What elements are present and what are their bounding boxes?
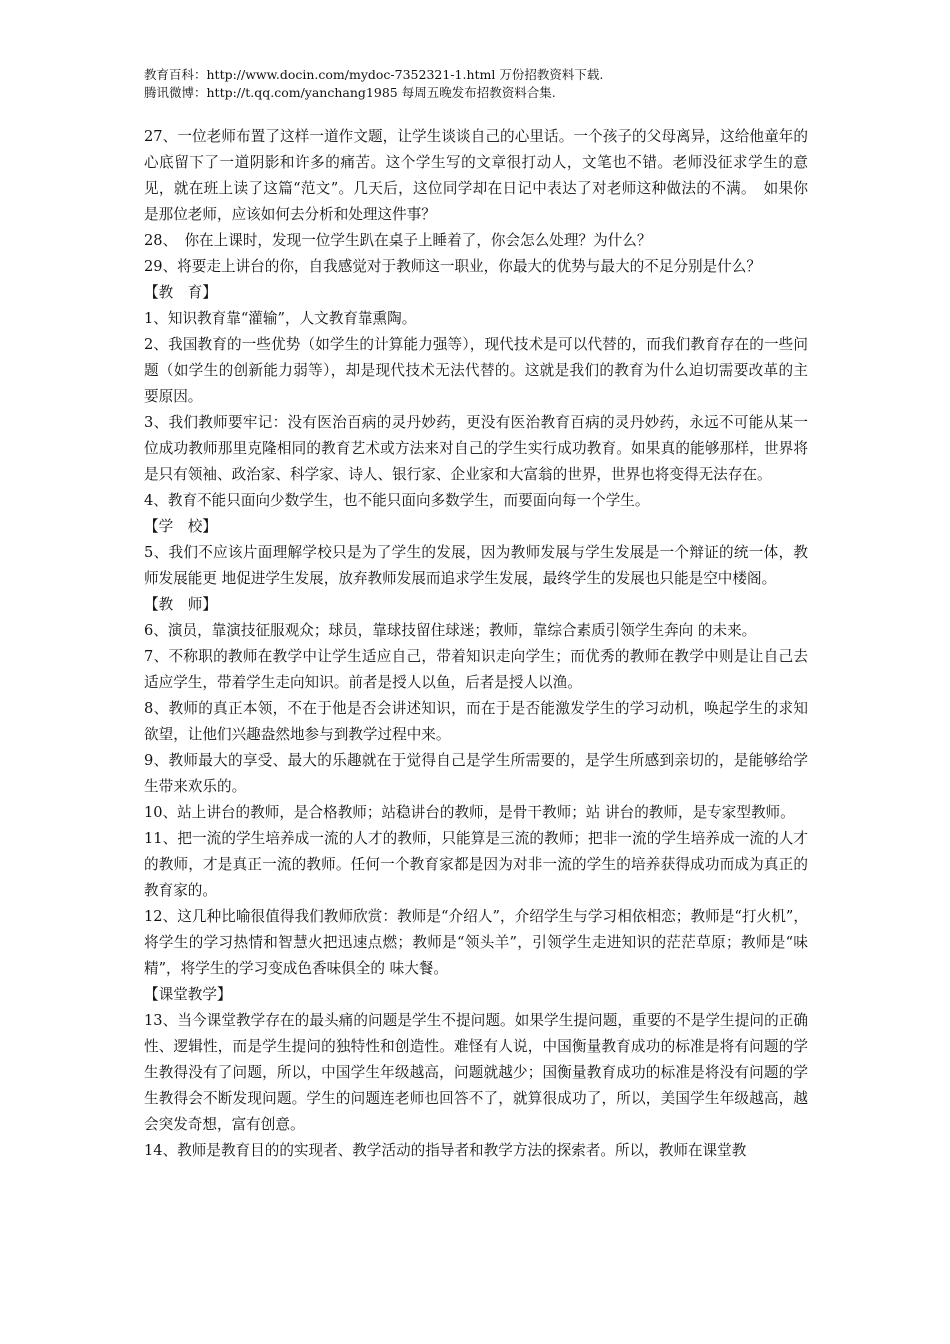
- section-heading: 【学 校】: [144, 518, 217, 535]
- header-line-weibo: 腾讯微博：http://t.qq.com/yanchang1985 每周五晚发布招教资料合集.: [144, 85, 556, 100]
- paragraph: 28、 你在上课时，发现一位学生趴在桌子上睡着了，你会怎么处理？为什么？: [144, 232, 652, 249]
- document-body: [144, 124, 808, 1164]
- section-heading: 【教 师】: [144, 596, 217, 613]
- document-page: [144, 66, 808, 1164]
- paragraph: 2、我国教育的一些优势（如学生的计算能力强等），现代技术是可以代替的，而我们教育存在的一些问题（如学生的创新能力弱等），却是现代技术无法代替的。这就是我们的教育为什么迫切需要改革的主要原因。: [144, 336, 808, 405]
- paragraph: 9、教师最大的享受、最大的乐趣就在于觉得自己是学生所需要的，是学生所感到亲切的，是能够给学生带来欢乐的。: [144, 752, 808, 795]
- section-heading: 【教 育】: [144, 284, 217, 301]
- paragraph: 10、站上讲台的教师，是合格教师；站稳讲台的教师，是骨干教师；站 讲台的教师，是专家型教师。: [144, 804, 795, 821]
- paragraph: 13、当今课堂教学存在的最头痛的问题是学生不提问题。如果学生提问题，重要的不是学生提问的正确性、逻辑性，而是学生提问的独特性和创造性。难怪有人说，中国衡量教育成功的标准是将有问题的学生教得没有了问题，所以，中国学生年级越高，问题就越少；国衡量教育成功的标准是将没有问题的学生教得会不断发现问题。学生的问题连老师也回答不了，就算很成功了，所以，美国学生年级越高，越会突发奇想，富有创意。: [144, 1012, 808, 1133]
- paragraph: 8、教师的真正本领，不在于他是否会讲述知识，而在于是否能激发学生的学习动机，唤起学生的求知欲望，让他们兴趣盎然地参与到教学过程中来。: [144, 700, 808, 743]
- paragraph: 14、教师是教育目的的实现者、教学活动的指导者和教学方法的探索者。所以，教师在课堂教: [144, 1142, 747, 1159]
- paragraph: 1、知识教育靠“灌输”，人文教育靠熏陶。: [144, 310, 417, 327]
- paragraph: 5、我们不应该片面理解学校只是为了学生的发展，因为教师发展与学生发展是一个辩证的统一体，教师发展能更 地促进学生发展，放弃教师发展而追求学生发展，最终学生的发展也只能是空中楼阁。: [144, 544, 808, 587]
- paragraph: 29、将要走上讲台的你，自我感觉对于教师这一职业，你最大的优势与最大的不足分别是什么？: [144, 258, 761, 275]
- paragraph: 3、我们教师要牢记：没有医治百病的灵丹妙药，更没有医治教育百病的灵丹妙药，永远不可能从某一位成功教师那里克隆相同的教育艺术或方法来对自己的学生实行成功教育。如果真的能够那样，世界将是只有领袖、政治家、科学家、诗人、银行家、企业家和大富翁的世界，世界也将变得无法存在。: [144, 414, 808, 483]
- paragraph: 11、把一流的学生培养成一流的人才的教师，只能算是三流的教师；把非一流的学生培养成一流的人才的教师，才是真正一流的教师。任何一个教育家都是因为对非一流的学生的培养获得成功而成为真正的教育家的。: [144, 830, 808, 899]
- paragraph: 4、教育不能只面向少数学生，也不能只面向多数学生，而要面向每一个学生。: [144, 492, 650, 509]
- page-header: [144, 66, 808, 102]
- section-heading: 【课堂教学】: [144, 986, 232, 1003]
- paragraph: 12、这几种比喻很值得我们教师欣赏：教师是“介绍人”，介绍学生与学习相依相恋；教师是“打火机”，将学生的学习热情和智慧火把迅速点燃；教师是“领头羊”，引领学生走进知识的茫茫草原；教师是“味精”，将学生的学习变成色香味俱全的 味大餐。: [144, 908, 808, 977]
- paragraph: 6、演员，靠演技征服观众；球员，靠球技留住球迷；教师，靠综合素质引领学生奔向 的未来。: [144, 622, 757, 639]
- paragraph: 7、不称职的教师在教学中让学生适应自己，带着知识走向学生；而优秀的教师在教学中则是让自己去适应学生，带着学生走向知识。前者是授人以鱼，后者是授人以渔。: [144, 648, 808, 691]
- header-line-docin: 教育百科：http://www.docin.com/mydoc-7352321-1.html 万份招教资料下载.: [144, 67, 604, 82]
- paragraph: 27、一位老师布置了这样一道作文题，让学生谈谈自己的心里话。一个孩子的父母离异，这给他童年的心底留下了一道阴影和许多的痛苦。这个学生写的文章很打动人，文笔也不错。老师没征求学生的意见，就在班上读了这篇“范文”。几天后，这位同学却在日记中表达了对老师这种做法的不满。 如果你是那位老师，应该如何去分析和处理这件事？: [144, 128, 808, 223]
